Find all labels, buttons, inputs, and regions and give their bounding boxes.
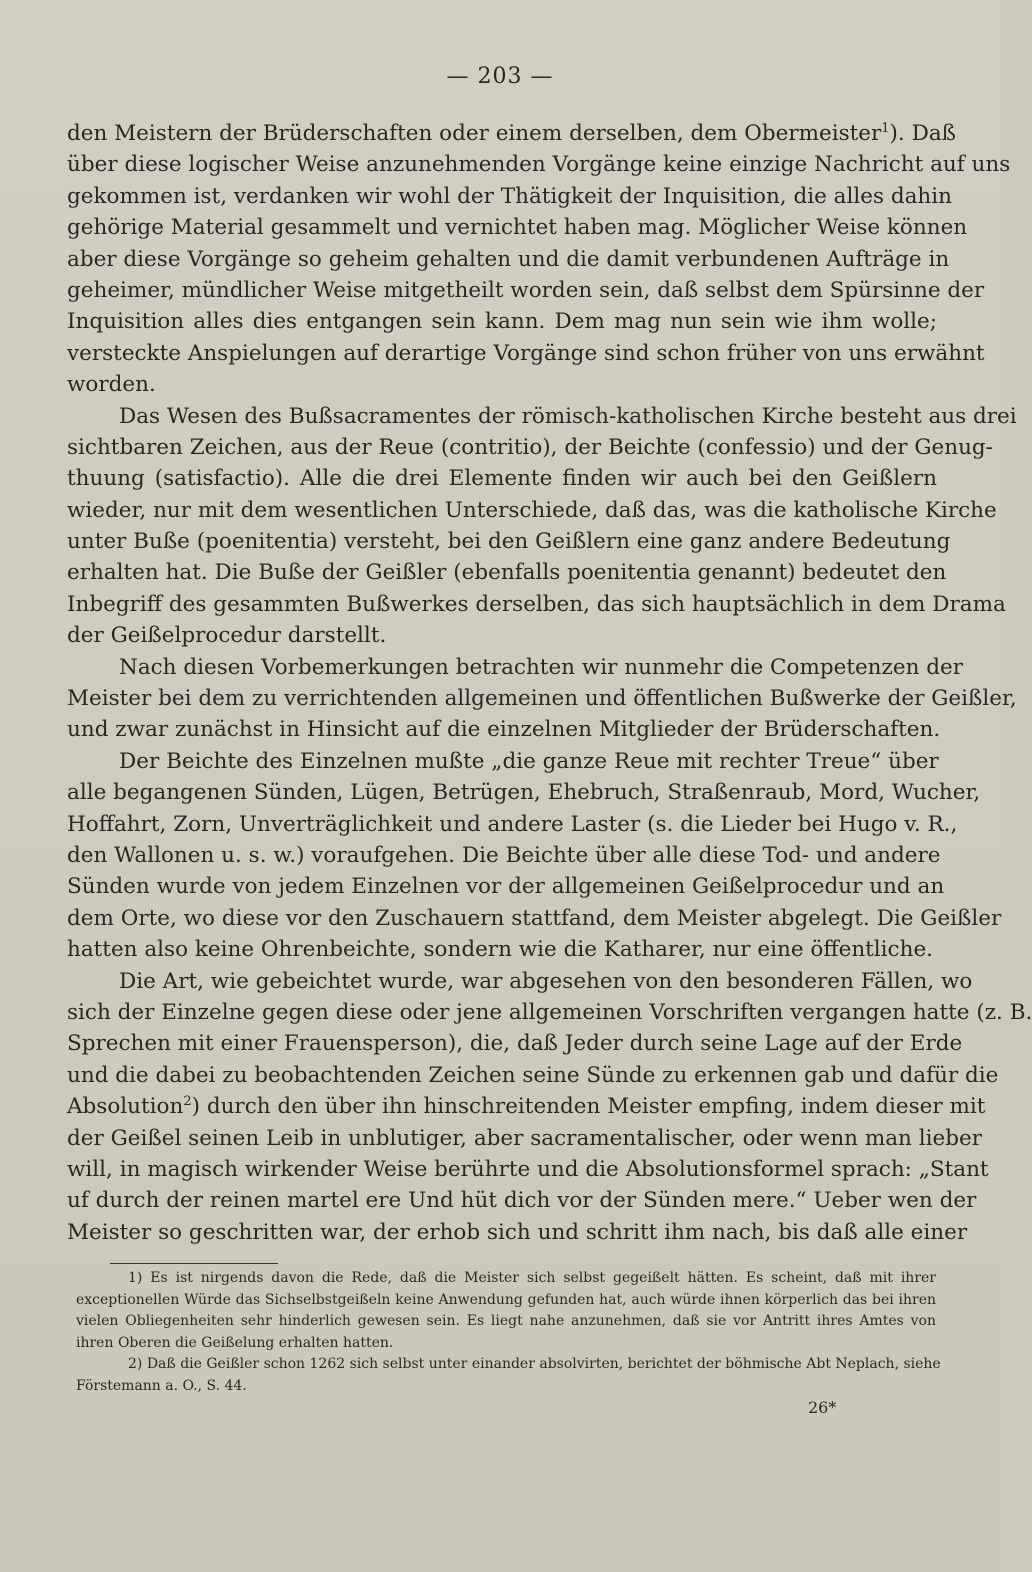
signature-mark: 26* xyxy=(808,1398,837,1417)
footnote-line: vielen Obliegenheiten sehr hinderlich gewesen sein. Es liegt nahe anzunehmen, daß sie vor Antritt ihres Amtes von xyxy=(76,1313,936,1330)
text-line: thuung (satisfactio). Alle die drei Elemente finden wir auch bei den Geißlern xyxy=(67,466,937,492)
footnote-line: 2) Daß die Geißler schon 1262 sich selbst unter einander absolvirten, berichtet der böhmische Abt Neplach, siehe xyxy=(128,1356,941,1373)
text-line: gehörige Material gesammelt und vernichtet haben mag. Möglicher Weise können xyxy=(67,215,968,241)
text-line: wieder, nur mit dem wesentlichen Unterschiede, daß das, was die katholische Kirche xyxy=(67,497,997,523)
text-line: Inbegriff des gesammten Bußwerkes derselben, das sich hauptsächlich in dem Drama xyxy=(67,591,1006,617)
footnotes xyxy=(76,1268,941,1398)
text-line: hatten also keine Ohrenbeichte, sondern wie die Katharer, nur eine öffentliche. xyxy=(67,937,934,963)
text-line: Nach diesen Vorbemerkungen betrachten wir nunmehr die Competenzen der xyxy=(119,654,964,680)
text-line: will, in magisch wirkender Weise berührte und die Absolutionsformel sprach: „Stant xyxy=(67,1156,989,1182)
footnote-line: exceptionellen Würde das Sichselbstgeißeln keine Anwendung gefunden hat, auch würde ihnen körperlich das bei ihren xyxy=(76,1291,936,1308)
footnote-line: 1) Es ist nirgends davon die Rede, daß die Meister sich selbst gegeißelt hätten. Es scheint, daß mit ihrer xyxy=(128,1270,936,1286)
text-line: und zwar zunächst in Hinsicht auf die einzelnen Mitglieder der Brüderschaften. xyxy=(67,717,941,743)
text-line: Meister bei dem zu verrichtenden allgemeinen und öffentlichen Bußwerke der Geißler, xyxy=(67,686,1017,712)
text-line: Absolution$^2$) durch den über ihn hinschreitenden Meister empfing, indem dieser mit xyxy=(67,1094,986,1120)
text-line: Die Art, wie gebeichtet wurde, war abgesehen von den besonderen Fällen, wo xyxy=(119,968,973,994)
footnote-line: ihren Oberen die Geißelung erhalten hatten. xyxy=(76,1334,394,1351)
text-line: Meister so geschritten war, der erhob sich und schritt ihm nach, bis daß alle einer xyxy=(67,1219,968,1245)
footnote-ref-2: 2 xyxy=(183,1094,192,1110)
footnote-divider xyxy=(110,1263,278,1264)
text-line: alle begangenen Sünden, Lügen, Betrügen, Ehebruch, Straßenraub, Mord, Wucher, xyxy=(67,780,981,806)
paragraph-4 xyxy=(67,746,1002,966)
text-line: Das Wesen des Bußsacramentes der römisch-katholischen Kirche besteht aus drei xyxy=(119,403,1017,429)
text-line: dem Orte, wo diese vor den Zuschauern stattfand, dem Meister abgelegt. Die Geißler xyxy=(67,905,1002,931)
text-line: Hoffahrt, Zorn, Unverträglichkeit und andere Laster (s. die Lieder bei Hugo v. R., xyxy=(67,811,958,837)
paragraph-1 xyxy=(67,118,1011,401)
text-line: sich der Einzelne gegen diese oder jene allgemeinen Vorschriften vergangen hatte (z. B. xyxy=(67,999,1032,1025)
text-line: Sprechen mit einer Frauensperson), die, daß Jeder durch seine Lage auf der Erde xyxy=(67,1031,963,1057)
text-line: gekommen ist, verdanken wir wohl der Thätigkeit der Inquisition, die alles dahin xyxy=(67,183,952,209)
footnote-ref-1: 1 xyxy=(881,121,890,136)
text-line: Der Beichte des Einzelnen mußte „die ganze Reue mit rechter Treue“ über xyxy=(119,748,939,774)
main-text xyxy=(67,118,1032,1248)
text-line: über diese logischer Weise anzunehmenden Vorgänge keine einzige Nachricht auf uns xyxy=(67,152,1011,178)
text-line: den Wallonen u. s. w.) voraufgehen. Die Beichte über alle diese Tod- und andere xyxy=(67,842,941,868)
text-line: worden. xyxy=(67,372,156,398)
text-line: uf durch der reinen martel ere Und hüt dich vor der Sünden mere.“ Ueber wen der xyxy=(67,1188,977,1214)
paragraph-2 xyxy=(67,401,1017,652)
footnote-2 xyxy=(76,1354,941,1397)
footnote-1 xyxy=(76,1268,936,1354)
page-number: — 203 — xyxy=(446,64,554,89)
paragraph-3 xyxy=(67,652,1017,746)
text-line: aber diese Vorgänge so geheim gehalten und die damit verbundenen Aufträge in xyxy=(67,246,950,272)
text-line: erhalten hat. Die Buße der Geißler (ebenfalls poenitentia genannt) bedeutet den xyxy=(67,560,947,586)
text-line: versteckte Anspielungen auf derartige Vorgänge sind schon früher von uns erwähnt xyxy=(67,340,985,366)
text-line: Inquisition alles dies entgangen sein kann. Dem mag nun sein wie ihm wolle; xyxy=(67,309,937,335)
text-line: unter Buße (poenitentia) versteht, bei den Geißlern eine ganz andere Bedeutung xyxy=(67,529,951,555)
text-line: den Meistern der Brüderschaften oder einem derselben, dem Obermeister$^1$). Daß xyxy=(67,121,957,146)
text-line: sichtbaren Zeichen, aus der Reue (contritio), der Beichte (confessio) und der Genug- xyxy=(67,434,993,460)
footnote-line: Förstemann a. O., S. 44. xyxy=(76,1377,247,1394)
text-line: geheimer, mündlicher Weise mitgetheilt worden sein, daß selbst dem Spürsinne der xyxy=(67,277,985,303)
paragraph-5 xyxy=(67,966,1032,1249)
text-line: der Geißelprocedur darstellt. xyxy=(67,623,387,649)
text-line: der Geißel seinen Leib in unblutiger, aber sacramentalischer, oder wenn man lieber xyxy=(67,1125,982,1151)
text-line: Sünden wurde von jedem Einzelnen vor der allgemeinen Geißelprocedur und an xyxy=(67,874,945,900)
text-line: und die dabei zu beobachtenden Zeichen seine Sünde zu erkennen gab und dafür die xyxy=(67,1062,999,1088)
